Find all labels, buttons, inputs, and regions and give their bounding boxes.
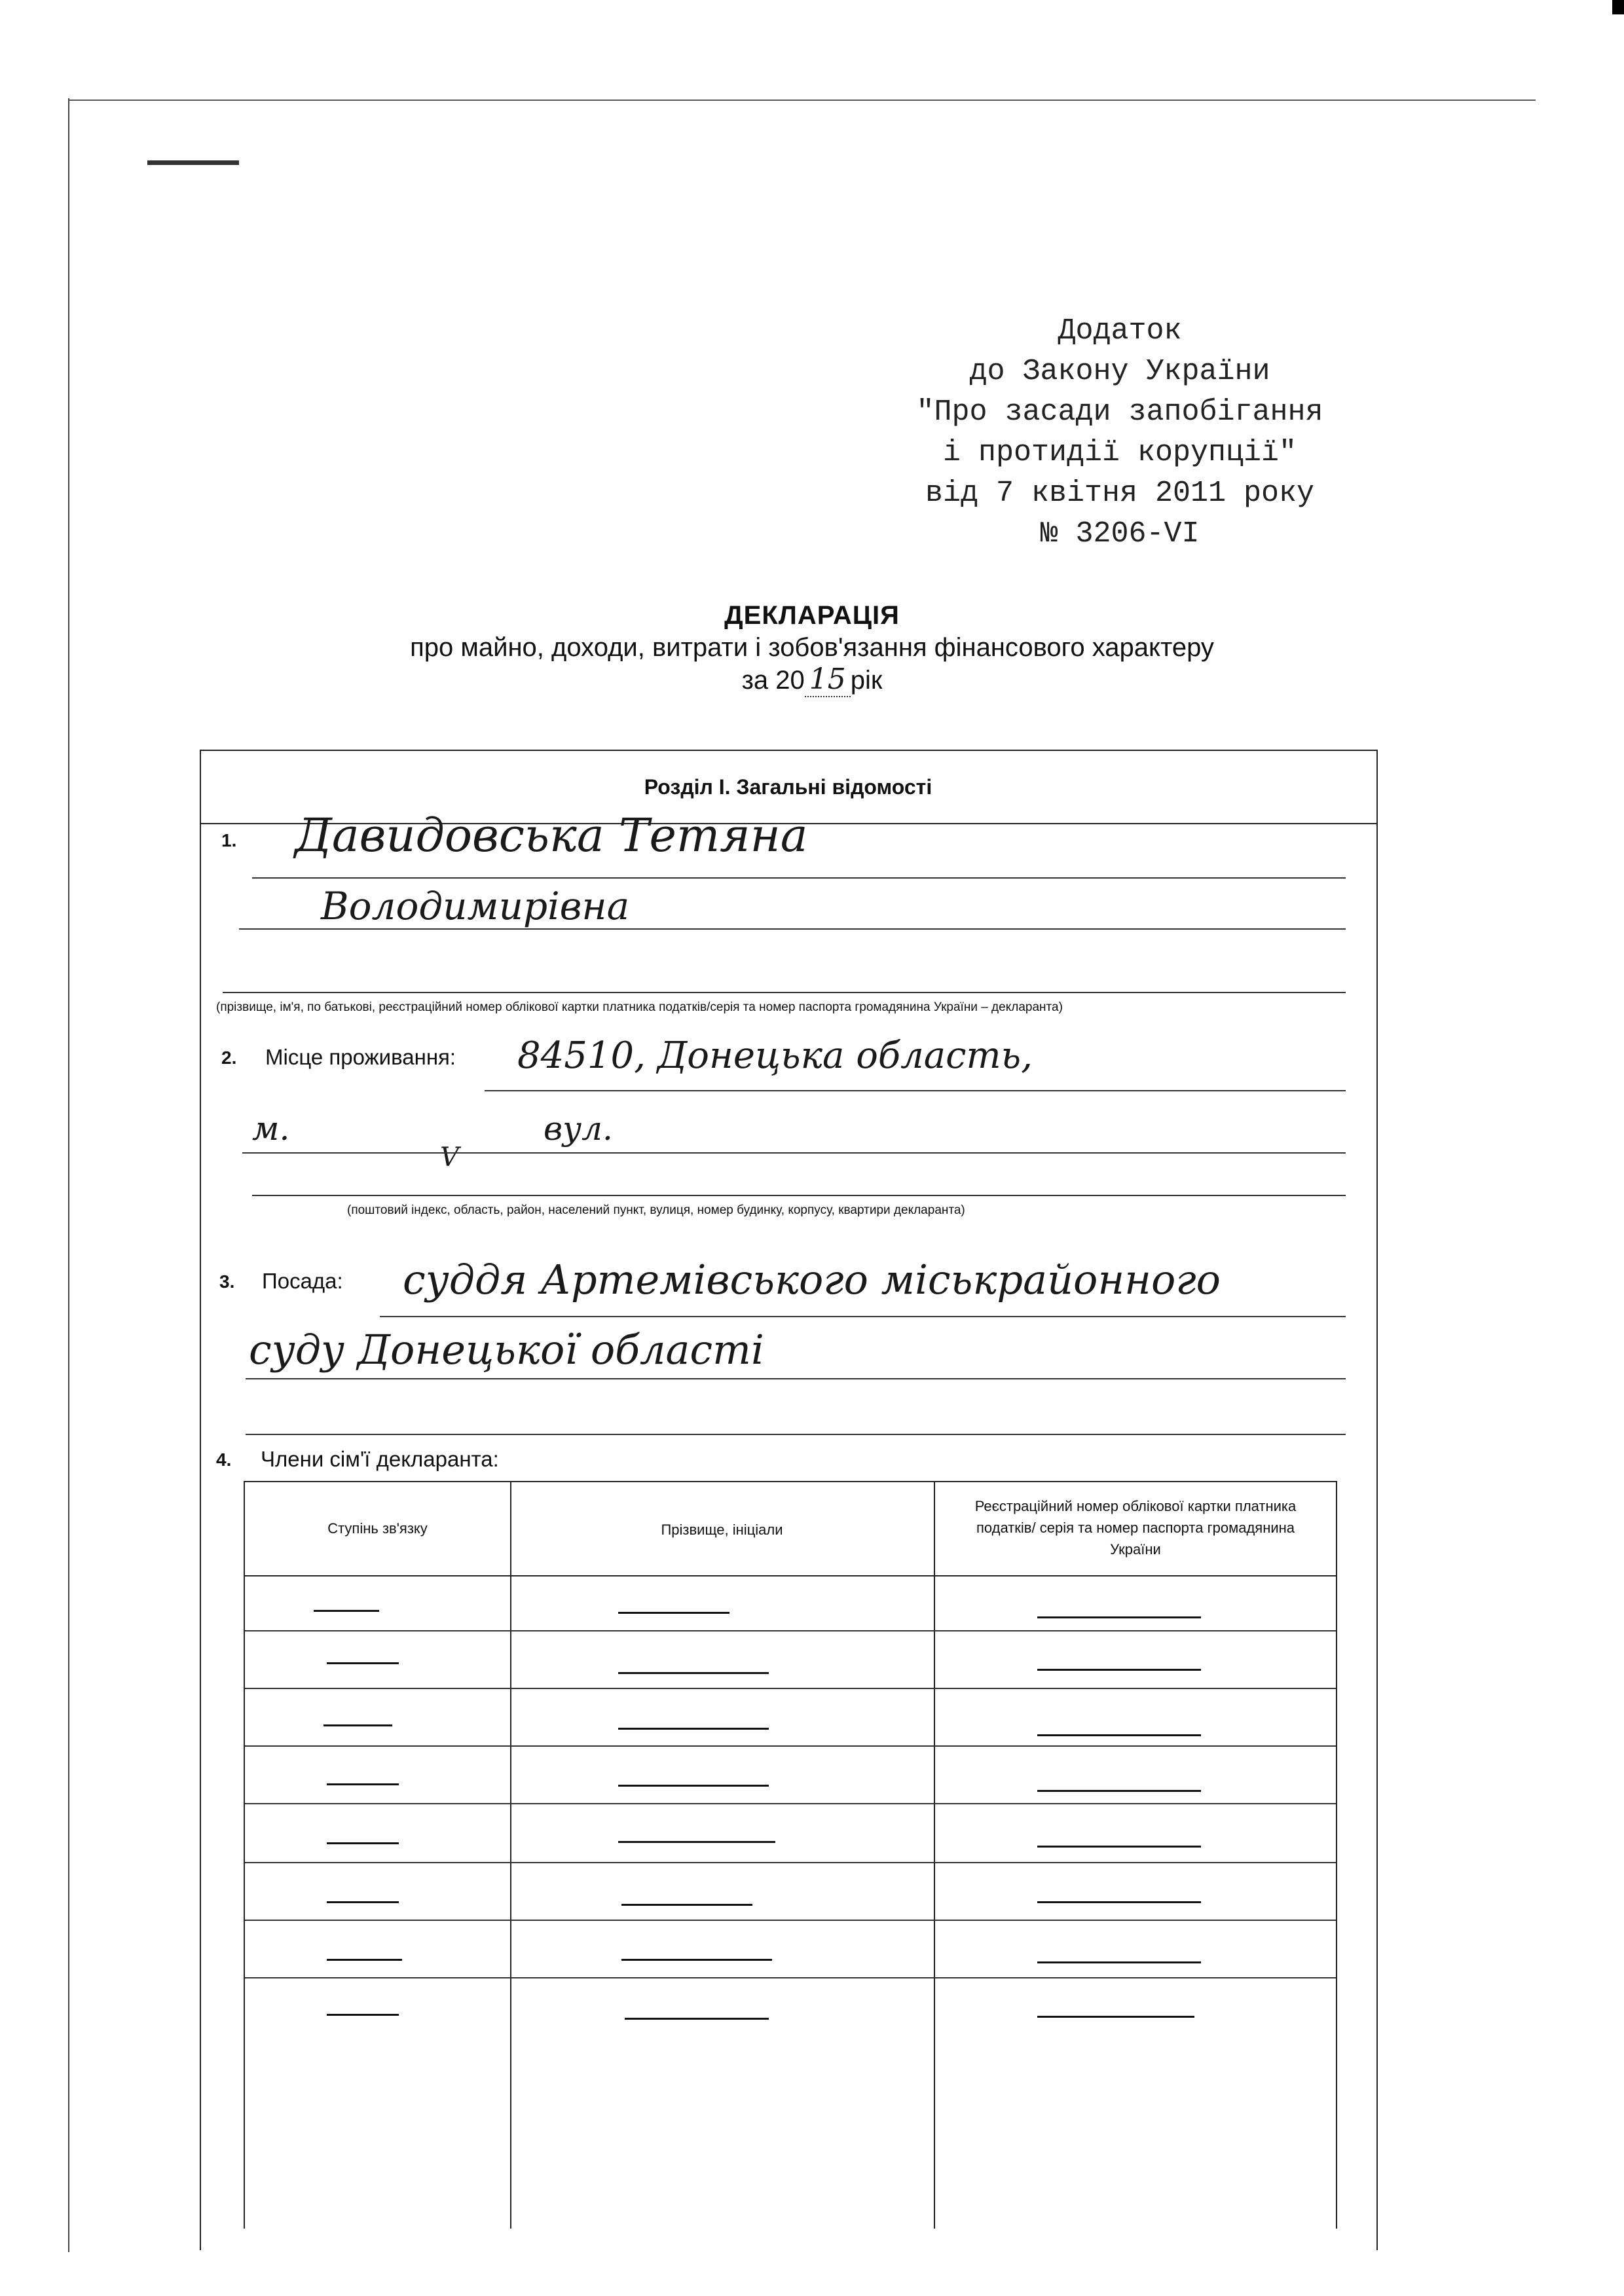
item3-underline-3 — [246, 1434, 1346, 1435]
section-header-text: Розділ І. Загальні відомості — [644, 774, 932, 799]
empty-cell-dash — [1037, 1961, 1201, 1963]
item4-number: 4. — [216, 1449, 232, 1470]
appendix-line: до Закону України — [969, 355, 1270, 388]
empty-cell-dash — [618, 1672, 769, 1674]
item1-name-line1: Давидовська Тетяна — [295, 809, 808, 862]
item2-number: 2. — [221, 1048, 237, 1068]
item3-label: Посада: — [262, 1269, 343, 1293]
empty-cell-dash — [618, 1785, 769, 1787]
left-border-line — [68, 98, 69, 2252]
empty-cell-dash — [618, 1728, 769, 1730]
empty-cell-dash — [323, 1724, 392, 1726]
empty-cell-dash — [1037, 1901, 1201, 1903]
item2-underline-1 — [485, 1090, 1346, 1091]
item2-value-line1: 84510, Донецька область, — [517, 1034, 1033, 1077]
item4-label: Члени сім'ї декларанта: — [261, 1447, 499, 1471]
top-border-line — [69, 100, 1536, 101]
declaration-year — [0, 663, 1624, 697]
item2-label: Місце проживання: — [265, 1045, 456, 1069]
item2-caption: (поштовий індекс, область, район, населений пункт, вулиця, номер будинку, корпусу, квартири декларанта) — [347, 1203, 965, 1217]
item1-underline-2 — [239, 928, 1346, 930]
empty-cell-dash — [1037, 1616, 1201, 1618]
item1-underline-3 — [223, 992, 1346, 993]
item3-number: 3. — [219, 1271, 235, 1292]
item3-value-line2: суду Донецької області — [249, 1326, 764, 1374]
item2-value-line2-b: вул. — [544, 1110, 613, 1148]
table-header-name: Прізвище, ініціали — [661, 1522, 783, 1538]
empty-cell-dash — [314, 1610, 379, 1612]
empty-cell-dash — [1037, 1734, 1201, 1736]
appendix-block — [838, 311, 1401, 555]
empty-cell-dash — [618, 1612, 729, 1614]
scan-mark — [147, 160, 239, 165]
empty-cell-dash — [327, 1901, 399, 1903]
table-col-divider-1 — [510, 1482, 511, 2229]
item3-underline-1 — [380, 1316, 1346, 1317]
empty-cell-dash — [327, 2014, 399, 2016]
item2-underline-2 — [242, 1152, 1346, 1154]
appendix-line: від 7 квітня 2011 року — [925, 477, 1315, 510]
table-col-divider-2 — [934, 1482, 935, 2229]
empty-cell-dash — [621, 1904, 752, 1906]
empty-cell-dash — [327, 1959, 402, 1961]
item1-name-line2: Володимирівна — [321, 884, 630, 928]
appendix-line: № 3206-VI — [1040, 517, 1200, 551]
empty-cell-dash — [621, 1959, 772, 1961]
empty-cell-dash — [327, 1783, 399, 1785]
empty-cell-dash — [1037, 1790, 1201, 1792]
item2-tick: V — [440, 1142, 459, 1173]
family-table — [244, 1481, 1337, 2229]
appendix-line: Додаток — [1058, 314, 1182, 348]
empty-cell-dash — [1037, 2016, 1194, 2018]
empty-cell-dash — [327, 1842, 399, 1844]
item3-value-line1: суддя Артемівського міськрайонного — [403, 1256, 1221, 1303]
year-value: 15 — [805, 663, 851, 697]
declaration-heading: ДЕКЛАРАЦІЯ — [724, 601, 900, 630]
item1-underline-1 — [252, 877, 1346, 879]
table-header-tax-id: Реєстраційний номер облікової картки платника податків/ серія та номер паспорта громадянина України — [974, 1498, 1297, 1558]
table-header-relation: Ступінь зв'язку — [327, 1520, 428, 1537]
empty-cell-dash — [625, 2018, 769, 2020]
appendix-line: і протидії корупції" — [942, 436, 1297, 469]
declaration-subtitle: про майно, доходи, витрати і зобов'язання фінансового характеру — [410, 633, 1214, 662]
appendix-line: "Про засади запобігання — [916, 395, 1323, 429]
empty-cell-dash — [1037, 1846, 1201, 1848]
year-prefix: за 20 — [741, 666, 805, 695]
item3-underline-2 — [246, 1378, 1346, 1379]
item1-caption: (прізвище, ім'я, по батькові, реєстраційний номер облікової картки платника податків/серія та номер паспорта громадянина України – декларанта) — [216, 1000, 1063, 1014]
item1-number: 1. — [221, 830, 237, 850]
corner-mark — [1612, 0, 1624, 14]
empty-cell-dash — [618, 1841, 775, 1843]
item2-value-line2-a: м. — [252, 1110, 290, 1148]
item2-underline-3 — [252, 1195, 1346, 1196]
year-suffix: рік — [850, 666, 883, 695]
declaration-title — [0, 601, 1624, 697]
empty-cell-dash — [1037, 1669, 1201, 1671]
empty-cell-dash — [327, 1662, 399, 1664]
